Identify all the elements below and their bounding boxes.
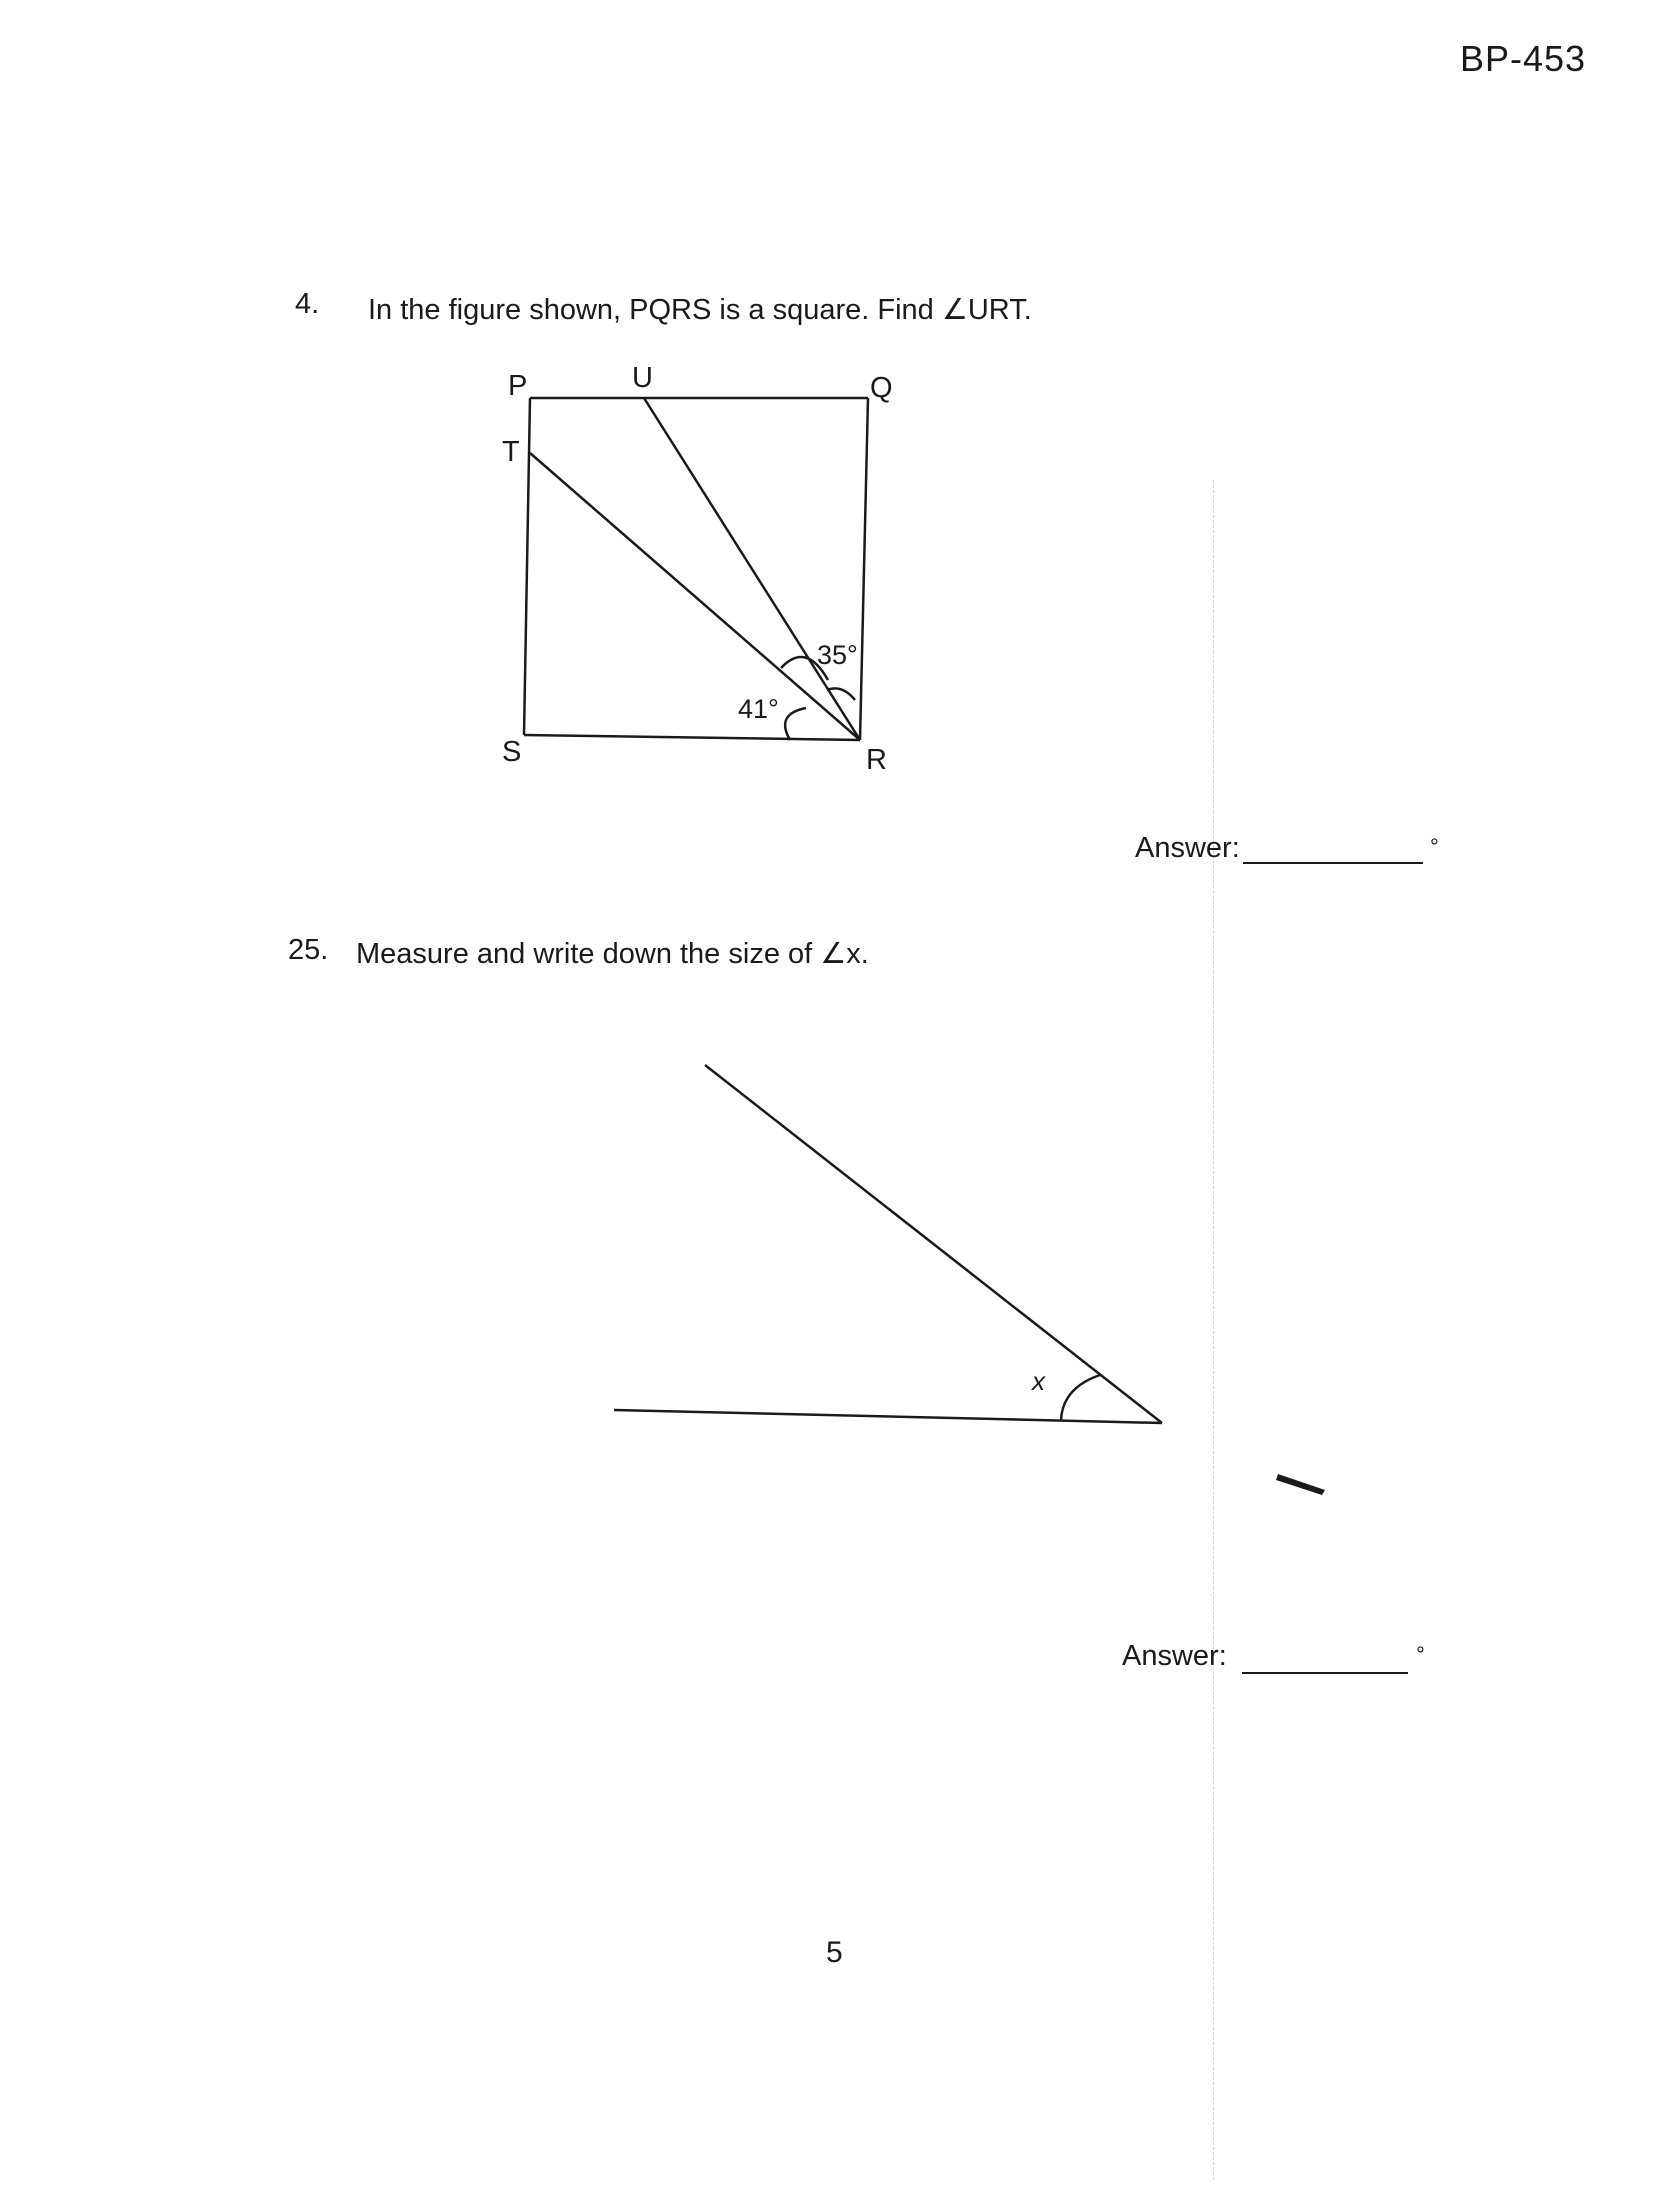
angle-lower-ray: [614, 1410, 1162, 1423]
angle-label-35: 35°: [817, 640, 858, 670]
question-25-answer-blank[interactable]: [1242, 1672, 1408, 1674]
point-label-p: P: [508, 370, 528, 402]
angle-label-x: x: [1032, 1366, 1045, 1396]
point-label-r: R: [866, 744, 887, 776]
point-label-q: Q: [870, 372, 893, 404]
pen-mark: [1276, 1474, 1325, 1495]
point-label-s: S: [502, 736, 522, 768]
question-25-prompt: Measure and write down the size of ∠x.: [356, 938, 869, 970]
page-number: 5: [826, 1936, 843, 1969]
angle-label-41: 41°: [738, 694, 779, 724]
question-25-number: 25.: [288, 934, 329, 966]
angle-x-arc: [1061, 1375, 1100, 1421]
question-24-prompt: In the figure shown, PQRS is a square. Find ∠URT.: [368, 294, 1032, 326]
question-24-number: 4.: [295, 288, 320, 320]
document-code: BP-453: [1460, 38, 1587, 79]
question-24-answer-label: Answer:: [1135, 832, 1240, 864]
angle-upper-ray: [705, 1065, 1162, 1423]
question-24-degree-mark: °: [1430, 834, 1439, 859]
question-25-answer-label: Answer:: [1122, 1640, 1227, 1672]
question-25-degree-mark: °: [1416, 1642, 1425, 1667]
point-label-t: T: [502, 436, 520, 468]
point-label-u: U: [632, 362, 653, 394]
